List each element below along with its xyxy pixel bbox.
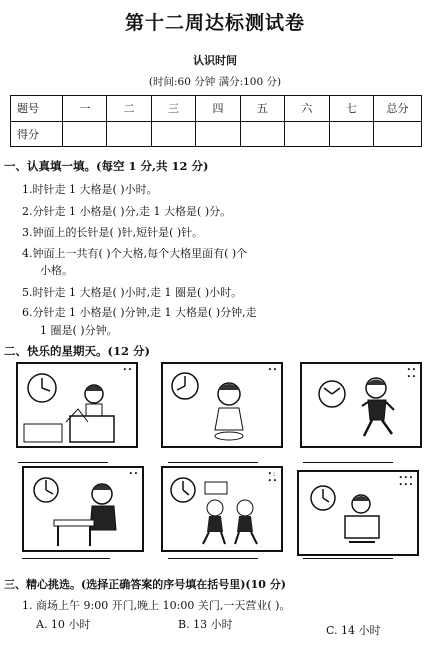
option-c[interactable]: C. 14 小时: [326, 624, 381, 637]
score-entry-cell[interactable]: [63, 121, 107, 147]
score-entry-cell[interactable]: [240, 121, 284, 147]
page-title: 第十二周达标测试卷: [124, 12, 305, 34]
answer-line[interactable]: [168, 462, 258, 463]
score-entry-cell[interactable]: [196, 121, 240, 147]
reading-scene-illustration: [18, 364, 136, 446]
dots-icon: ••: [267, 366, 278, 374]
answer-line[interactable]: [22, 558, 110, 559]
answer-line[interactable]: [303, 462, 393, 463]
score-table-cell: 七: [329, 96, 373, 122]
question-line: 4.钟面上一共有( )个大格,每个大格里面有( )个: [22, 247, 248, 260]
dots-icon: ••: [122, 366, 133, 374]
score-table: [10, 95, 422, 147]
score-table-header-row: [11, 96, 422, 122]
dots-icon: •• ••: [406, 366, 417, 381]
answer-line[interactable]: [303, 558, 393, 559]
scene-picture-watching-tv: [297, 470, 419, 556]
running-scene-illustration: [302, 364, 420, 446]
score-table-cell: 总分: [374, 96, 422, 122]
scene-picture-running: [300, 362, 422, 448]
question-line: 1 圈是( )分钟。: [40, 324, 118, 337]
dots-icon: ••• •••: [398, 474, 414, 489]
scene-picture-studying: [22, 466, 144, 552]
washing-scene-illustration: [163, 364, 281, 446]
exam-meta: (时间:60 分钟 满分:100 分): [148, 76, 282, 88]
playing-scene-illustration: [163, 468, 281, 550]
score-entry-cell[interactable]: [285, 121, 329, 147]
section1-heading: 一、认真填一填。(每空 1 分,共 12 分): [4, 159, 209, 173]
option-a[interactable]: A. 10 小时: [36, 618, 91, 631]
question-line: 5.时针走 1 大格是( )小时,走 1 圈是( )小时。: [22, 286, 243, 299]
score-table-cell: 四: [196, 96, 240, 122]
dots-icon: •: ••: [267, 470, 278, 485]
scene-picture-reading: [16, 362, 138, 448]
score-entry-cell[interactable]: [374, 121, 422, 147]
scene-picture-playing: [161, 466, 283, 552]
scene-picture-washing: [161, 362, 283, 448]
section2-heading: 二、快乐的星期天。(12 分): [4, 344, 150, 358]
score-table-cell: 题号: [11, 96, 63, 122]
question-line: 3.钟面上的长针是( )针,短针是( )针。: [22, 226, 204, 239]
question-line: 小格。: [40, 264, 73, 277]
score-table-cell: 二: [107, 96, 151, 122]
score-entry-cell[interactable]: [107, 121, 151, 147]
studying-scene-illustration: [24, 468, 142, 550]
score-table-cell: 一: [63, 96, 107, 122]
question-line: 1.时针走 1 大格是( )小时。: [22, 183, 158, 196]
dots-icon: ••: [128, 470, 139, 478]
answer-line[interactable]: [168, 558, 258, 559]
question-line: 6.分针走 1 小格是( )分钟,走 1 大格是( )分钟,走: [22, 306, 257, 319]
score-entry-cell[interactable]: [151, 121, 195, 147]
answer-line[interactable]: [18, 462, 108, 463]
section3-heading: 三、精心挑选。(选择正确答案的序号填在括号里)(10 分): [4, 578, 286, 591]
page-subtitle: 认识时间: [193, 54, 237, 67]
question-line: 1. 商场上午 9:00 开门,晚上 10:00 关门,一天营业( )。: [22, 599, 291, 612]
score-table-cell: 六: [285, 96, 329, 122]
score-table-cell: 得分: [11, 121, 63, 147]
score-table-cell: 三: [151, 96, 195, 122]
score-entry-cell[interactable]: [329, 121, 373, 147]
option-b[interactable]: B. 13 小时: [178, 618, 233, 631]
score-table-score-row: [11, 121, 422, 147]
question-line: 2.分针走 1 小格是( )分,走 1 大格是( )分。: [22, 205, 232, 218]
score-table-cell: 五: [240, 96, 284, 122]
